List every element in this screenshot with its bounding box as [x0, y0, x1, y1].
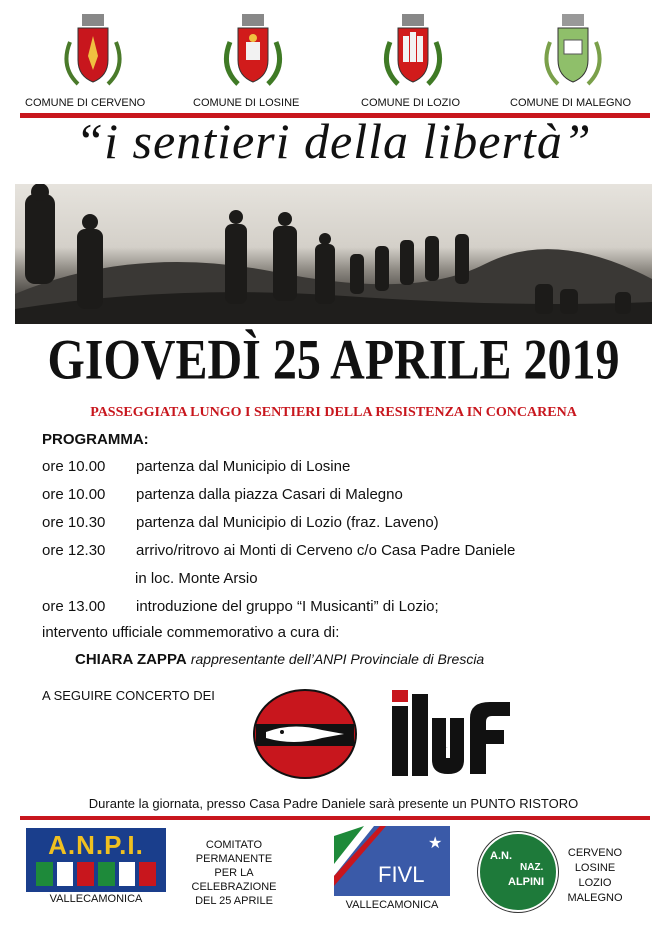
comitato-line: PER LA CELEBRAZIONE: [191, 867, 277, 893]
program-text: partenza dal Municipio di Losine: [136, 458, 351, 475]
anpi-logo: [26, 828, 166, 892]
program-time: ore 10.00: [42, 458, 106, 475]
comune-label-lozio: COMUNE DI LOZIO: [361, 97, 461, 109]
anpi-flag-stripes: [36, 862, 156, 886]
program-item: [42, 542, 515, 559]
speaker-role: rappresentante dell’ANPI Provinciale di Brescia: [190, 651, 485, 667]
program-item: [42, 514, 439, 531]
comune-label-cerveno: COMUNE DI CERVENO: [25, 97, 146, 109]
program-time: ore 10.30: [42, 514, 106, 531]
alpini-logo-bottom: ALPINI: [508, 876, 545, 888]
program-item: [42, 598, 439, 615]
alpini-logo: [478, 832, 558, 912]
punto-ristoro-note: Durante la giornata, presso Casa Padre Daniele sarà presente un PUNTO RISTORO: [88, 796, 579, 811]
alpini-logo-mid: NAZ.: [520, 862, 544, 873]
comune-label-malegno: COMUNE DI MALEGNO: [510, 97, 632, 109]
svg-text:★: ★: [428, 833, 443, 852]
localita-item: CERVENO: [567, 847, 623, 859]
localita-item: LOZIO: [578, 877, 612, 889]
program-text: arrivo/ritrovo ai Monti di Cerveno c/o Casa Padre Daniele: [136, 542, 516, 559]
anpi-logo-text: A.N.P.I.: [48, 830, 144, 860]
footer-divider: [20, 816, 650, 820]
iluf-logo: [386, 688, 516, 780]
wolf-logo: [252, 688, 358, 780]
program-item: [42, 486, 403, 503]
event-date: GIOVEDÌ 25 APRILE 2019: [47, 329, 620, 392]
program-time: ore 13.00: [42, 598, 106, 615]
localita-list: [560, 846, 630, 906]
program-text: partenza dalla piazza Casari di Malegno: [136, 486, 403, 503]
anpi-label: VALLECAMONICA: [49, 893, 143, 905]
comitato-line: COMITATO PERMANENTE: [195, 839, 273, 865]
coat-of-arms-malegno: [538, 12, 608, 92]
comune-label-losine: COMUNE DI LOSINE: [193, 97, 300, 109]
iluf-logo-text: iluf: [446, 748, 448, 749]
program-heading: PROGRAMMA:: [42, 431, 149, 448]
program-time: ore 10.00: [42, 486, 106, 503]
fivl-logo-text: FIVL: [378, 862, 425, 887]
fivl-logo: [334, 826, 450, 896]
coat-of-arms-lozio: [378, 12, 448, 92]
concert-label: A SEGUIRE CONCERTO DEI: [42, 688, 215, 703]
alpini-logo-top: A.N.: [490, 850, 512, 862]
program-text: partenza dal Municipio di Lozio (fraz. Laveno): [136, 514, 439, 531]
speaker-line: [75, 651, 484, 668]
coat-of-arms-losine: [218, 12, 288, 92]
partisans-photo: [15, 184, 652, 324]
program-text: introduzione del gruppo “I Musicanti” di Lozio;: [136, 598, 439, 615]
program-item: [42, 458, 350, 475]
program-intervention: intervento ufficiale commemorativo a cura di:: [42, 624, 340, 641]
event-subtitle: PASSEGGIATA LUNGO I SENTIERI DELLA RESISTENZA IN CONCARENA: [90, 405, 577, 420]
comitato-text: [172, 838, 296, 908]
speaker-name: CHIARA ZAPPA: [75, 651, 187, 668]
program-item-continuation: in loc. Monte Arsio: [135, 570, 258, 587]
localita-item: LOSINE: [574, 862, 616, 874]
localita-item: MALEGNO: [567, 892, 623, 904]
comitato-line: DEL 25 APRILE: [195, 895, 273, 907]
program-time: ore 12.30: [42, 542, 106, 559]
fivl-label: VALLECAMONICA: [345, 899, 439, 911]
poster-title: “i sentieri della libertà”: [75, 113, 592, 169]
coat-of-arms-cerveno: [58, 12, 128, 92]
